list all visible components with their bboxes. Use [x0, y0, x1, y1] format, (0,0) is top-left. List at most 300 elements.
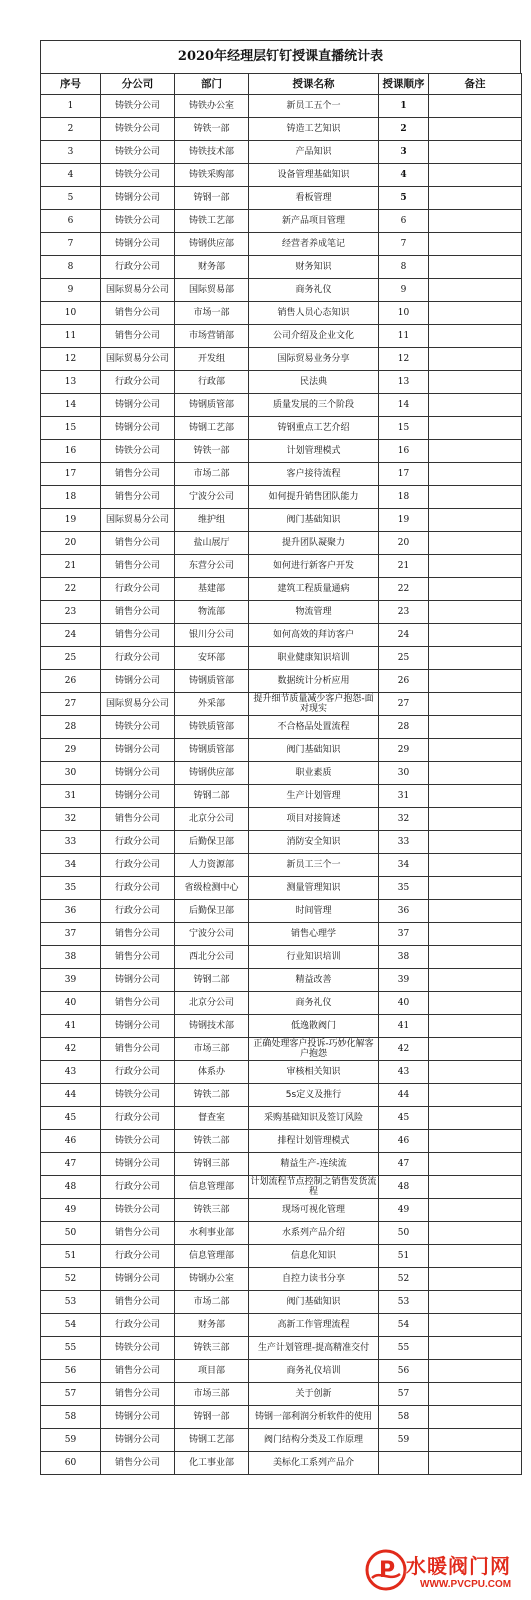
cell-index: 14 [41, 394, 101, 417]
cell-department: 安环部 [175, 647, 249, 670]
cell-remark [429, 1337, 522, 1360]
cell-department: 铸铁二部 [175, 1084, 249, 1107]
cell-branch: 铸钢分公司 [101, 187, 175, 210]
cell-course: 看板管理 [249, 187, 379, 210]
cell-remark [429, 900, 522, 923]
table-row [41, 923, 522, 946]
cell-department: 外采部 [175, 693, 249, 716]
cell-branch: 行政分公司 [101, 831, 175, 854]
col-header-department: 部门 [175, 74, 249, 95]
cell-course: 采购基础知识及签订风险 [249, 1107, 379, 1130]
cell-remark [429, 1245, 522, 1268]
cell-order: 21 [379, 555, 429, 578]
cell-course: 低逸散阀门 [249, 1015, 379, 1038]
header-row [41, 74, 522, 95]
cell-department: 银川分公司 [175, 624, 249, 647]
table-row [41, 716, 522, 739]
cell-branch: 销售分公司 [101, 532, 175, 555]
cell-branch: 铸钢分公司 [101, 417, 175, 440]
table-row [41, 1153, 522, 1176]
cell-order: 17 [379, 463, 429, 486]
cell-index: 35 [41, 877, 101, 900]
table-row [41, 1291, 522, 1314]
table-row [41, 256, 522, 279]
brand-logo-icon [364, 1548, 408, 1592]
cell-index: 58 [41, 1406, 101, 1429]
cell-course: 美标化工系列产品介 [249, 1452, 379, 1475]
schedule-sheet [40, 40, 521, 1475]
cell-order: 45 [379, 1107, 429, 1130]
cell-department: 铸钢二部 [175, 969, 249, 992]
cell-index: 16 [41, 440, 101, 463]
cell-remark [429, 233, 522, 256]
cell-index: 7 [41, 233, 101, 256]
table-row [41, 1199, 522, 1222]
table-row [41, 854, 522, 877]
cell-remark [429, 992, 522, 1015]
cell-branch: 销售分公司 [101, 946, 175, 969]
cell-order: 39 [379, 969, 429, 992]
cell-department: 基建部 [175, 578, 249, 601]
table-row [41, 762, 522, 785]
cell-order: 31 [379, 785, 429, 808]
table-row [41, 1038, 522, 1061]
cell-order: 58 [379, 1406, 429, 1429]
table-row [41, 1015, 522, 1038]
cell-course: 新产品项目管理 [249, 210, 379, 233]
cell-order: 53 [379, 1291, 429, 1314]
cell-course: 现场可视化管理 [249, 1199, 379, 1222]
table-row [41, 532, 522, 555]
cell-department: 体系办 [175, 1061, 249, 1084]
cell-department: 铸铁二部 [175, 1130, 249, 1153]
cell-order: 11 [379, 325, 429, 348]
cell-department: 后勤保卫部 [175, 900, 249, 923]
cell-branch: 行政分公司 [101, 647, 175, 670]
cell-department: 铸钢供应部 [175, 233, 249, 256]
cell-course: 项目对接简述 [249, 808, 379, 831]
cell-order: 16 [379, 440, 429, 463]
cell-course: 消防安全知识 [249, 831, 379, 854]
cell-order: 1 [379, 95, 429, 118]
cell-order: 19 [379, 509, 429, 532]
cell-remark [429, 509, 522, 532]
cell-course: 铸造工艺知识 [249, 118, 379, 141]
cell-branch: 行政分公司 [101, 256, 175, 279]
cell-branch: 销售分公司 [101, 325, 175, 348]
cell-order: 20 [379, 532, 429, 555]
cell-remark [429, 1291, 522, 1314]
table-row [41, 831, 522, 854]
cell-index: 53 [41, 1291, 101, 1314]
cell-remark [429, 486, 522, 509]
cell-department: 西北分公司 [175, 946, 249, 969]
cell-order: 50 [379, 1222, 429, 1245]
cell-branch: 行政分公司 [101, 1107, 175, 1130]
cell-course: 精益改善 [249, 969, 379, 992]
cell-course: 阀门基础知识 [249, 1291, 379, 1314]
table-row [41, 693, 522, 716]
cell-branch: 行政分公司 [101, 1314, 175, 1337]
cell-remark [429, 1314, 522, 1337]
cell-order: 13 [379, 371, 429, 394]
cell-course: 职业素质 [249, 762, 379, 785]
cell-index: 6 [41, 210, 101, 233]
table-row [41, 1061, 522, 1084]
cell-remark [429, 693, 522, 716]
cell-course: 设备管理基础知识 [249, 164, 379, 187]
cell-index: 60 [41, 1452, 101, 1475]
cell-order: 26 [379, 670, 429, 693]
cell-remark [429, 785, 522, 808]
table-row [41, 1176, 522, 1199]
table-row [41, 1406, 522, 1429]
cell-index: 11 [41, 325, 101, 348]
cell-department: 铸铁技术部 [175, 141, 249, 164]
cell-index: 8 [41, 256, 101, 279]
table-row [41, 578, 522, 601]
cell-course: 排程计划管理模式 [249, 1130, 379, 1153]
cell-index: 41 [41, 1015, 101, 1038]
cell-remark [429, 210, 522, 233]
cell-course: 行业知识培训 [249, 946, 379, 969]
table-row [41, 1084, 522, 1107]
table-row [41, 555, 522, 578]
cell-course: 关于创新 [249, 1383, 379, 1406]
cell-department: 铸钢二部 [175, 785, 249, 808]
table-row [41, 992, 522, 1015]
table-row [41, 877, 522, 900]
col-header-order: 授课顺序 [379, 74, 429, 95]
cell-index: 44 [41, 1084, 101, 1107]
cell-index: 18 [41, 486, 101, 509]
cell-course: 职业健康知识培训 [249, 647, 379, 670]
cell-branch: 铸铁分公司 [101, 1199, 175, 1222]
cell-department: 物流部 [175, 601, 249, 624]
cell-order: 46 [379, 1130, 429, 1153]
cell-department: 铸钢技术部 [175, 1015, 249, 1038]
cell-branch: 行政分公司 [101, 1061, 175, 1084]
cell-department: 信息管理部 [175, 1245, 249, 1268]
table-row [41, 463, 522, 486]
cell-branch: 铸钢分公司 [101, 670, 175, 693]
cell-order: 57 [379, 1383, 429, 1406]
table-row [41, 187, 522, 210]
cell-branch: 行政分公司 [101, 854, 175, 877]
cell-index: 24 [41, 624, 101, 647]
cell-index: 20 [41, 532, 101, 555]
sheet-title: 2020年经理层钉钉授课直播统计表 [40, 40, 521, 73]
table-row [41, 417, 522, 440]
cell-course: 阀门结构分类及工作原理 [249, 1429, 379, 1452]
cell-course: 高新工作管理流程 [249, 1314, 379, 1337]
cell-department: 铸钢供应部 [175, 762, 249, 785]
cell-remark [429, 1360, 522, 1383]
cell-order: 47 [379, 1153, 429, 1176]
table-row [41, 670, 522, 693]
brand-logo-letter: P [378, 1558, 396, 1583]
cell-remark [429, 279, 522, 302]
cell-branch: 销售分公司 [101, 486, 175, 509]
table-row [41, 141, 522, 164]
cell-index: 1 [41, 95, 101, 118]
cell-index: 55 [41, 1337, 101, 1360]
cell-remark [429, 670, 522, 693]
cell-index: 57 [41, 1383, 101, 1406]
cell-remark [429, 716, 522, 739]
cell-order: 54 [379, 1314, 429, 1337]
cell-remark [429, 256, 522, 279]
cell-branch: 销售分公司 [101, 1222, 175, 1245]
cell-remark [429, 854, 522, 877]
table-row [41, 1130, 522, 1153]
cell-branch: 销售分公司 [101, 463, 175, 486]
cell-course: 测量管理知识 [249, 877, 379, 900]
cell-course: 如何高效的拜访客户 [249, 624, 379, 647]
cell-course: 数据统计分析应用 [249, 670, 379, 693]
cell-course: 民法典 [249, 371, 379, 394]
cell-remark [429, 1429, 522, 1452]
table-row [41, 325, 522, 348]
table-row [41, 371, 522, 394]
cell-course: 计划管理模式 [249, 440, 379, 463]
cell-remark [429, 1015, 522, 1038]
cell-branch: 销售分公司 [101, 808, 175, 831]
cell-department: 铸铁三部 [175, 1337, 249, 1360]
cell-index: 54 [41, 1314, 101, 1337]
col-header-course: 授课名称 [249, 74, 379, 95]
cell-remark [429, 969, 522, 992]
cell-department: 信息管理部 [175, 1176, 249, 1199]
table-body [41, 95, 522, 1475]
cell-index: 50 [41, 1222, 101, 1245]
cell-course: 客户接待流程 [249, 463, 379, 486]
cell-branch: 销售分公司 [101, 1038, 175, 1061]
table-row [41, 1429, 522, 1452]
cell-order: 14 [379, 394, 429, 417]
table-row [41, 164, 522, 187]
cell-branch: 国际贸易分公司 [101, 348, 175, 371]
cell-index: 40 [41, 992, 101, 1015]
cell-department: 市场一部 [175, 302, 249, 325]
cell-index: 22 [41, 578, 101, 601]
cell-course: 质量发展的三个阶段 [249, 394, 379, 417]
table-row [41, 1383, 522, 1406]
cell-branch: 铸铁分公司 [101, 1084, 175, 1107]
cell-department: 市场三部 [175, 1038, 249, 1061]
cell-department: 铸钢质管部 [175, 394, 249, 417]
table-row [41, 394, 522, 417]
cell-index: 9 [41, 279, 101, 302]
cell-remark [429, 808, 522, 831]
table-row [41, 279, 522, 302]
cell-course: 财务知识 [249, 256, 379, 279]
cell-branch: 铸铁分公司 [101, 210, 175, 233]
cell-branch: 铸钢分公司 [101, 1406, 175, 1429]
cell-department: 盐山展厅 [175, 532, 249, 555]
cell-department: 北京分公司 [175, 808, 249, 831]
cell-remark [429, 624, 522, 647]
cell-remark [429, 417, 522, 440]
cell-remark [429, 1038, 522, 1061]
cell-department: 铸铁一部 [175, 118, 249, 141]
cell-branch: 铸铁分公司 [101, 95, 175, 118]
table-row [41, 624, 522, 647]
cell-branch: 销售分公司 [101, 1452, 175, 1475]
cell-branch: 国际贸易分公司 [101, 693, 175, 716]
cell-department: 铸铁三部 [175, 1199, 249, 1222]
cell-course: 阀门基础知识 [249, 739, 379, 762]
cell-order: 28 [379, 716, 429, 739]
cell-branch: 销售分公司 [101, 1360, 175, 1383]
cell-remark [429, 348, 522, 371]
cell-remark [429, 831, 522, 854]
cell-order: 56 [379, 1360, 429, 1383]
cell-index: 49 [41, 1199, 101, 1222]
cell-branch: 铸钢分公司 [101, 1429, 175, 1452]
cell-course: 销售心理学 [249, 923, 379, 946]
table-row [41, 739, 522, 762]
brand-name: 水暖阀门网 [406, 1554, 511, 1578]
cell-index: 23 [41, 601, 101, 624]
table-row [41, 785, 522, 808]
cell-course: 如何进行新客户开发 [249, 555, 379, 578]
cell-index: 51 [41, 1245, 101, 1268]
cell-index: 59 [41, 1429, 101, 1452]
brand-url: WWW.PVCPU.COM [420, 1579, 512, 1590]
table-row [41, 486, 522, 509]
cell-order: 29 [379, 739, 429, 762]
cell-order: 6 [379, 210, 429, 233]
cell-order: 8 [379, 256, 429, 279]
cell-course: 审核相关知识 [249, 1061, 379, 1084]
cell-course: 信息化知识 [249, 1245, 379, 1268]
cell-department: 铸铁采购部 [175, 164, 249, 187]
cell-order: 51 [379, 1245, 429, 1268]
cell-index: 5 [41, 187, 101, 210]
cell-remark [429, 1199, 522, 1222]
cell-remark [429, 325, 522, 348]
cell-branch: 铸铁分公司 [101, 1337, 175, 1360]
cell-branch: 销售分公司 [101, 992, 175, 1015]
cell-course: 产品知识 [249, 141, 379, 164]
cell-branch: 铸铁分公司 [101, 1130, 175, 1153]
cell-index: 4 [41, 164, 101, 187]
cell-course: 铸钢重点工艺介绍 [249, 417, 379, 440]
cell-order: 23 [379, 601, 429, 624]
cell-course: 计划流程节点控制之销售发货流程 [250, 1177, 377, 1197]
cell-order: 4 [379, 164, 429, 187]
cell-order: 34 [379, 854, 429, 877]
cell-branch: 行政分公司 [101, 900, 175, 923]
table-row [41, 118, 522, 141]
cell-branch: 铸钢分公司 [101, 969, 175, 992]
cell-index: 12 [41, 348, 101, 371]
cell-index: 25 [41, 647, 101, 670]
table-row [41, 233, 522, 256]
cell-index: 2 [41, 118, 101, 141]
cell-order: 9 [379, 279, 429, 302]
cell-department: 市场二部 [175, 463, 249, 486]
cell-order: 30 [379, 762, 429, 785]
cell-remark [429, 1268, 522, 1291]
cell-index: 39 [41, 969, 101, 992]
cell-order: 27 [379, 693, 429, 716]
table-row [41, 348, 522, 371]
cell-remark [429, 394, 522, 417]
cell-branch: 行政分公司 [101, 578, 175, 601]
cell-department: 北京分公司 [175, 992, 249, 1015]
cell-index: 21 [41, 555, 101, 578]
cell-remark [429, 555, 522, 578]
cell-department: 铸钢三部 [175, 1153, 249, 1176]
cell-branch: 销售分公司 [101, 624, 175, 647]
cell-index: 10 [41, 302, 101, 325]
cell-index: 32 [41, 808, 101, 831]
table-row [41, 647, 522, 670]
cell-department: 宁波分公司 [175, 486, 249, 509]
cell-course: 铸钢一部利润分析软件的使用 [249, 1406, 379, 1429]
col-header-branch: 分公司 [101, 74, 175, 95]
cell-department: 铸铁办公室 [175, 95, 249, 118]
cell-index: 19 [41, 509, 101, 532]
cell-department: 铸钢质管部 [175, 670, 249, 693]
cell-index: 42 [41, 1038, 101, 1061]
col-header-remark: 备注 [429, 74, 522, 95]
cell-remark [429, 578, 522, 601]
table-row [41, 1245, 522, 1268]
cell-order: 22 [379, 578, 429, 601]
cell-index: 46 [41, 1130, 101, 1153]
cell-order: 37 [379, 923, 429, 946]
cell-branch: 行政分公司 [101, 1176, 175, 1199]
cell-department: 铸钢一部 [175, 1406, 249, 1429]
cell-course: 生产计划管理-提高精准交付 [249, 1337, 379, 1360]
cell-order [379, 1452, 429, 1475]
cell-branch: 行政分公司 [101, 371, 175, 394]
cell-order: 35 [379, 877, 429, 900]
cell-remark [429, 1084, 522, 1107]
cell-department: 市场营销部 [175, 325, 249, 348]
cell-branch: 铸钢分公司 [101, 762, 175, 785]
cell-order: 55 [379, 1337, 429, 1360]
cell-order: 48 [379, 1176, 429, 1199]
cell-branch: 铸铁分公司 [101, 164, 175, 187]
cell-remark [429, 923, 522, 946]
cell-index: 13 [41, 371, 101, 394]
cell-branch: 国际贸易分公司 [101, 279, 175, 302]
cell-department: 铸铁质管部 [175, 716, 249, 739]
cell-index: 31 [41, 785, 101, 808]
cell-course: 商务礼仪 [249, 279, 379, 302]
cell-index: 34 [41, 854, 101, 877]
cell-branch: 行政分公司 [101, 1245, 175, 1268]
table-row [41, 1314, 522, 1337]
cell-branch: 销售分公司 [101, 302, 175, 325]
cell-remark [429, 532, 522, 555]
cell-branch: 铸钢分公司 [101, 1153, 175, 1176]
cell-course: 5s定义及推行 [249, 1084, 379, 1107]
cell-index: 27 [41, 693, 101, 716]
table-row [41, 1107, 522, 1130]
cell-department: 化工事业部 [175, 1452, 249, 1475]
cell-order: 32 [379, 808, 429, 831]
cell-index: 37 [41, 923, 101, 946]
cell-branch: 铸钢分公司 [101, 1268, 175, 1291]
cell-department: 后勤保卫部 [175, 831, 249, 854]
cell-department: 市场二部 [175, 1291, 249, 1314]
cell-branch: 销售分公司 [101, 1291, 175, 1314]
